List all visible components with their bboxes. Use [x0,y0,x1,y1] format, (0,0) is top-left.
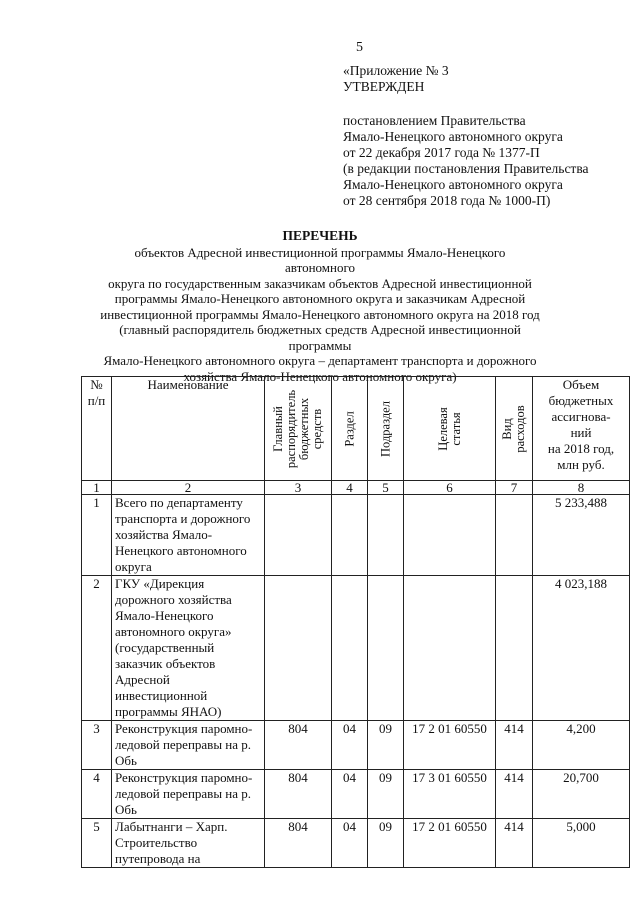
header-volume-line: на 2018 год, [547,441,615,456]
approval-line: Ямало-Ненецкого автономного округа [343,129,563,144]
cell-vid [496,495,533,576]
cell-num: 1 [82,495,112,576]
column-number-row [82,481,630,495]
cell-name: ГКУ «Дирекция дорожного хозяйства Ямало-Ненецкого автономного округа» (государственный заказчик объектов Адресной инвестиционной программы ЯНАО) [112,576,265,721]
table-row [82,770,630,819]
header-vid-line: расходов [513,404,527,453]
column-number: 7 [496,481,533,495]
cell-podrazdel: 09 [368,721,404,770]
cell-vid: 414 [496,770,533,819]
title-line: Ямало-Ненецкого автономного округа – департамент транспорта и дорожного [103,353,537,368]
cell-num: 5 [82,819,112,868]
title-line: инвестиционной программы Ямало-Ненецкого автономного округа на 2018 год [100,306,540,322]
header-grbs-line: бюджетных [297,397,311,460]
cell-target: 17 3 01 60550 [404,770,496,819]
cell-num: 3 [82,721,112,770]
header-volume-line: млн руб. [557,457,605,472]
cell-volume: 5,000 [533,819,630,868]
cell-name: Реконструкция паромно-ледовой переправы на р. Обь [112,770,265,819]
cell-volume: 5 233,488 [533,495,630,576]
cell-volume: 4 023,188 [533,576,630,721]
header-target [404,377,496,481]
cell-vid: 414 [496,819,533,868]
header-volume [533,377,630,481]
column-number: 1 [82,481,112,495]
column-number: 3 [265,481,332,495]
page-number: 5 [356,40,363,55]
header-volume-line: ассигнова- [551,409,611,424]
header-grbs-line: распорядитель [284,389,298,468]
header-volume-line: ний [570,425,592,440]
cell-grbs: 804 [265,770,332,819]
title-line: хозяйства Ямало-Ненецкого автономного округа) [183,368,457,384]
cell-grbs [265,495,332,576]
header-podrazdel [368,377,404,481]
title-line: программы Ямало-Ненецкого автономного округа и заказчикам Адресной [114,291,526,306]
approved-label: УТВЕРЖДЕН [343,79,425,94]
cell-podrazdel [368,576,404,721]
header-num: № п/п [82,377,112,481]
cell-target: 17 2 01 60550 [404,721,496,770]
column-number: 6 [404,481,496,495]
document-title [100,228,540,384]
table-row [82,721,630,770]
header-grbs-line: Главный [271,405,285,452]
cell-num: 2 [82,576,112,721]
investment-table [81,376,630,868]
cell-razdel: 04 [332,770,368,819]
cell-target [404,495,496,576]
cell-grbs: 804 [265,819,332,868]
approval-stamp [343,63,628,209]
cell-vid: 414 [496,721,533,770]
table-row [82,819,630,868]
approval-line: от 22 декабря 2017 года № 1377-П [343,145,540,160]
header-grbs-line: средств [310,408,324,449]
cell-num: 4 [82,770,112,819]
cell-target: 17 2 01 60550 [404,819,496,868]
cell-name: Всего по департаменту транспорта и дорожного хозяйства Ямало-Ненецкого автономного округа [112,495,265,576]
cell-razdel: 04 [332,721,368,770]
header-razdel-text: Раздел [342,410,356,447]
table-row [82,495,630,576]
table-row [82,576,630,721]
cell-volume: 20,700 [533,770,630,819]
cell-razdel [332,495,368,576]
header-target-line: Целевая [435,406,450,451]
cell-razdel [332,576,368,721]
cell-grbs: 804 [265,721,332,770]
header-grbs [265,377,332,481]
table-header-row [82,377,630,481]
cell-podrazdel: 09 [368,819,404,868]
approval-line: (в редакции постановления Правительства [343,161,589,176]
column-number: 5 [368,481,404,495]
title-line: округа по государственным заказчикам объектов Адресной инвестиционной [108,275,532,291]
header-podrazdel-text: Подраздел [378,400,392,457]
column-number: 8 [533,481,630,495]
title-heading: ПЕРЕЧЕНЬ [282,228,358,243]
column-number: 2 [112,481,265,495]
header-razdel [332,377,368,481]
header-name: Наименование [112,377,265,481]
header-target-line: статья [448,411,463,446]
header-volume-line: Объем [562,377,600,392]
cell-name: Реконструкция паромно-ледовой переправы на р. Обь [112,721,265,770]
header-vid [496,377,533,481]
approval-line: от 28 сентября 2018 года № 1000-П) [343,193,551,208]
title-line: (главный распорядитель бюджетных средств Адресной инвестиционной программы [119,322,521,353]
cell-razdel: 04 [332,819,368,868]
column-number: 4 [332,481,368,495]
title-line: объектов Адресной инвестиционной программы Ямало-Ненецкого автономного [134,244,506,275]
cell-podrazdel [368,495,404,576]
appendix-label: «Приложение № 3 [343,63,449,78]
cell-target [404,576,496,721]
cell-volume: 4,200 [533,721,630,770]
approval-line: Ямало-Ненецкого автономного округа [343,177,563,192]
cell-grbs [265,576,332,721]
header-vid-line: Вид [500,417,514,440]
cell-podrazdel: 09 [368,770,404,819]
cell-vid [496,576,533,721]
cell-name: Лабытнанги – Харп. Строительство путепровода на [112,819,265,868]
approval-line: постановлением Правительства [343,113,526,128]
header-volume-line: бюджетных [548,393,614,408]
